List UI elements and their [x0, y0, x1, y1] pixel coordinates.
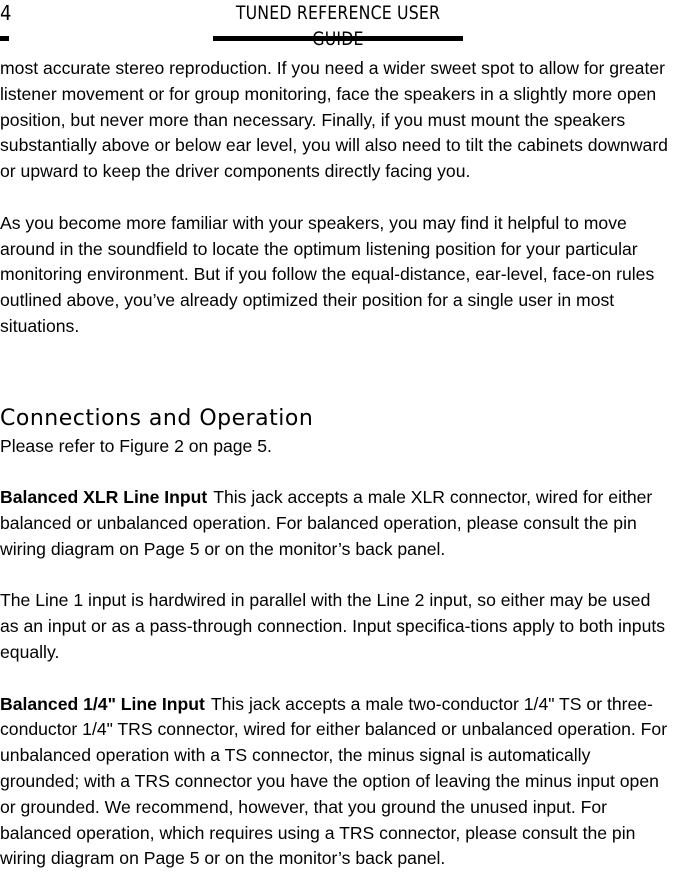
page-body — [0, 56, 673, 872]
paragraph-stereo-positioning: most accurate stereo reproduction. If you need a wider sweet spot to allow for greater listener movement or for group monitoring, face the speakers in a slightly more open position, but never more than necessary. Finally, if you must mount the speakers substantially above or below ear level, you will also need to tilt the cabinets downward or upward to keep the driver components directly facing you. — [0, 58, 668, 182]
paragraph-xlr-input — [0, 485, 673, 562]
section-heading-connections: Connections and Operation — [0, 405, 314, 431]
paragraph-quarter-inch-input — [0, 692, 673, 873]
header-rule-left — [0, 36, 9, 41]
page-number: 4 — [0, 1, 12, 25]
paragraph-line-inputs: The Line 1 input is hardwired in parallel with the Line 2 input, so either may be used as an input or as a pass-through connection. Input specifica-tions apply to both inputs equally. — [0, 590, 666, 662]
section-intro: Please refer to Figure 2 on page 5. — [0, 435, 272, 456]
quarter-inch-description: This jack accepts a male two-conductor 1/4" TS or three-conductor 1/4" TRS connector, wired for either balanced or unbalanced operation. For unbalanced operation with a TS connector, the minus signal is automatically grounded; with a TRS connector you have the option of leaving the minus input open or grounded. We recommend, however, that you ground the unused input. For balanced operation, which requires using a TRS connector, please consult the pin wiring diagram on Page 5 or on the monitor’s back panel. — [0, 693, 668, 869]
run-in-heading-xlr: Balanced XLR Line Input — [0, 487, 208, 508]
running-header-title: TUNED REFERENCE USER — [235, 2, 441, 24]
xlr-description: This jack accepts a male XLR connector, wired for either balanced or unbalanced operation. For balanced operation, please consult the pin wiring diagram on Page 5 or on the monitor’s back panel. — [0, 487, 653, 559]
paragraph-listening-position: As you become more familiar with your speakers, you may find it helpful to move around in the soundfield to locate the optimum listening position for your particular monitoring environment. But if you follow the equal-distance, ear-level, face-on rules outlined above, you’ve already optimized their position for a single user in most situations. — [0, 212, 655, 336]
run-in-heading-quarter-inch: Balanced 1/4" Line Input — [0, 693, 205, 714]
header-rule-right — [213, 36, 463, 41]
